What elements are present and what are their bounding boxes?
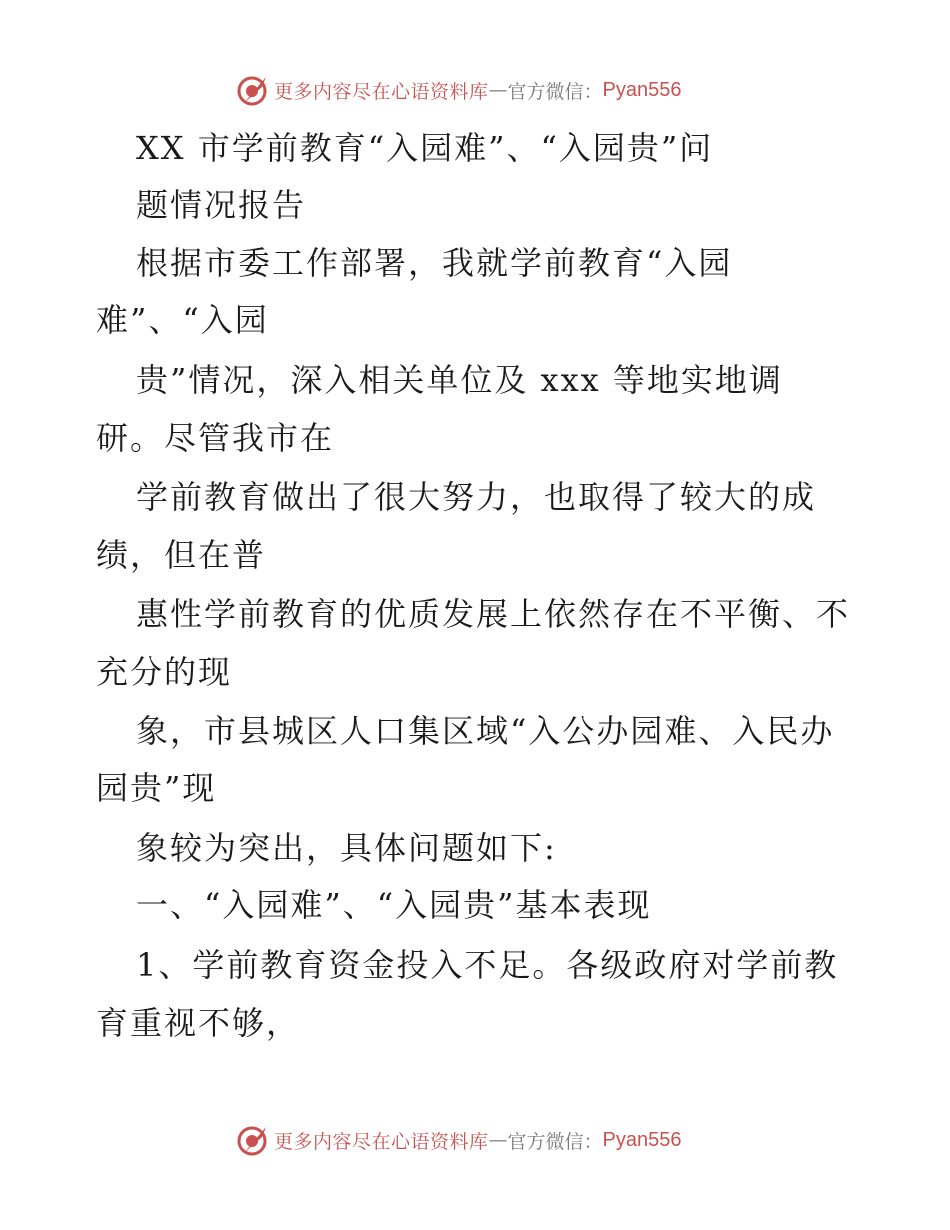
quill-logo-icon: [236, 1123, 270, 1157]
paragraph-line: 象较为突出，具体问题如下:: [136, 829, 557, 867]
header-watermark: [236, 72, 682, 108]
watermark-contact-label: 官方微信：: [507, 80, 603, 103]
paragraph-line: 学前教育做出了很大努力，也取得了较大的成: [136, 478, 817, 516]
paragraph-line: 绩，但在普: [96, 536, 267, 574]
watermark-separator: —: [488, 79, 508, 101]
paragraph-line: 贵”情况，深入相关单位及 xxx 等地实地调: [136, 361, 783, 399]
watermark-brand: 更多内容尽在心语资料库: [274, 1130, 489, 1153]
section-heading: 一、“入园难”、“入园贵”基本表现: [136, 886, 652, 924]
watermark-contact-label: 官方微信：: [507, 1130, 603, 1153]
paragraph-line: 象，市县城区人口集区域“入公办园难、入民办: [136, 712, 835, 750]
watermark-separator: —: [488, 1129, 508, 1151]
paragraph-line: 园贵”现: [96, 769, 217, 807]
paragraph-line: 难”、“入园: [96, 301, 269, 339]
quill-logo-icon: [236, 73, 270, 107]
watermark-contact-id: Pyan556: [602, 78, 682, 101]
paragraph-line: 1、学前教育资金投入不足。各级政府对学前教: [136, 946, 839, 984]
watermark-brand: 更多内容尽在心语资料库: [274, 80, 489, 103]
paragraph-line: 育重视不够，: [96, 1004, 301, 1042]
document-title-line-2: 题情况报告: [136, 186, 307, 224]
paragraph-line: 根据市委工作部署，我就学前教育“入园: [136, 244, 733, 282]
footer-watermark: [236, 1122, 682, 1158]
paragraph-line: 研。尽管我市在: [96, 419, 335, 457]
paragraph-line: 惠性学前教育的优质发展上依然存在不平衡、不: [136, 595, 851, 633]
paragraph-line: 充分的现: [96, 653, 233, 691]
document-title-line-1: XX 市学前教育“入园难”、“入园贵”问: [136, 129, 714, 167]
watermark-contact-id: Pyan556: [602, 1128, 682, 1151]
